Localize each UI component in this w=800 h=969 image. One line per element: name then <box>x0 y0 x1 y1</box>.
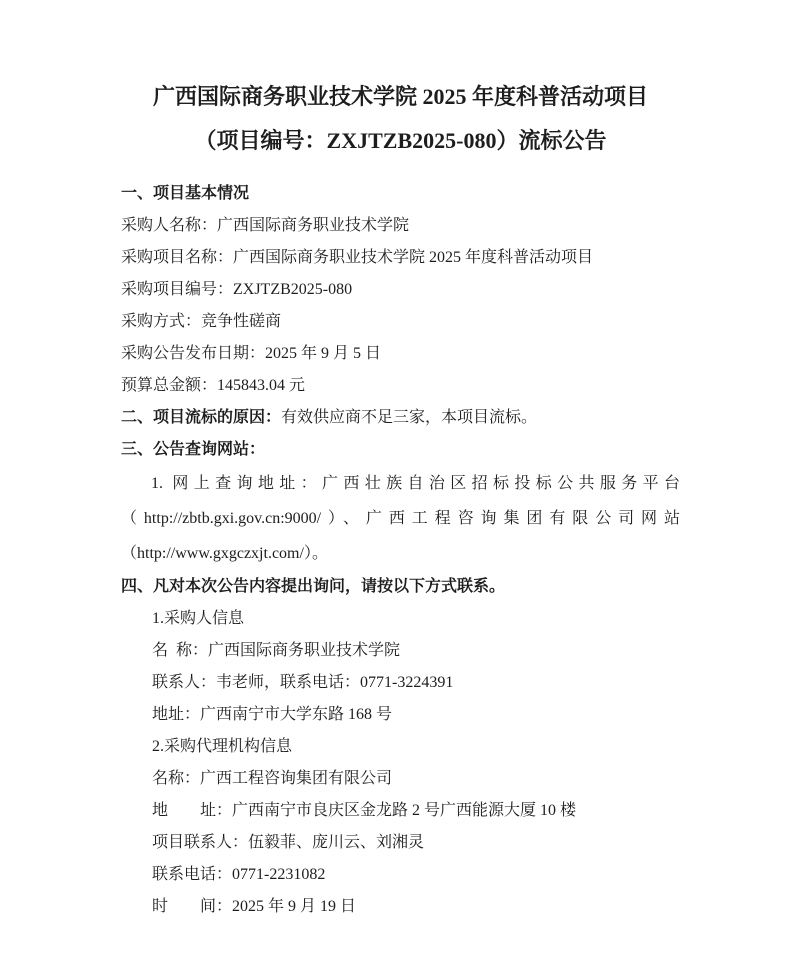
budget-line: 预算总金额：145843.04 元 <box>121 377 306 394</box>
purchaser-address-line: 地址：广西南宁市大学东路 168 号 <box>152 706 393 723</box>
agency-date-line: 时 间：2025 年 9 月 19 日 <box>152 898 357 915</box>
reason-text: 有效供应商不足三家，本项目流标。 <box>281 409 538 426</box>
query-address-paragraph: 1. 网上查询地址：广西壮族自治区招标投标公共服务平台（http://zbtb.gxi.gov.cn:9000/）、广西工程咨询集团有限公司网站（http://www.gxgczxjt.com/）。 <box>121 475 680 562</box>
project-name-line: 采购项目名称：广西国际商务职业技术学院 2025 年度科普活动项目 <box>121 249 594 266</box>
agency-info-subheading: 2.采购代理机构信息 <box>152 738 293 755</box>
agency-contacts-line: 项目联系人：伍毅菲、庞川云、刘湘灵 <box>152 834 425 851</box>
procurement-method-line: 采购方式：竞争性磋商 <box>121 313 282 330</box>
project-number-line: 采购项目编号：ZXJTZB2025-080 <box>121 281 353 298</box>
section-basic-heading: 一、项目基本情况 <box>121 185 250 202</box>
purchaser-info-subheading: 1.采购人信息 <box>152 610 245 627</box>
reason-heading: 二、项目流标的原因： <box>121 409 282 426</box>
purchaser-org-name-line: 名 称：广西国际商务职业技术学院 <box>152 642 401 659</box>
announcement-date-line: 采购公告发布日期：2025 年 9 月 5 日 <box>121 345 382 362</box>
agency-name-line: 名称：广西工程咨询集团有限公司 <box>152 770 393 787</box>
purchaser-name-line: 采购人名称：广西国际商务职业技术学院 <box>121 217 410 234</box>
document-body <box>121 178 680 923</box>
contact-heading: 四、凡对本次公告内容提出询问，请按以下方式联系。 <box>121 578 506 595</box>
document-title-line2: （项目编号：ZXJTZB2025-080）流标公告 <box>194 128 607 153</box>
document-title-line1: 广西国际商务职业技术学院 2025 年度科普活动项目 <box>152 84 648 109</box>
purchaser-contact-line: 联系人：韦老师，联系电话：0771-3224391 <box>152 674 454 691</box>
reason-line <box>121 402 680 434</box>
agency-address-line: 地 址：广西南宁市良庆区金龙路 2 号广西能源大厦 10 楼 <box>152 802 577 819</box>
agency-phone-line: 联系电话：0771-2231082 <box>152 866 326 883</box>
websites-heading: 三、公告查询网站： <box>121 441 266 458</box>
